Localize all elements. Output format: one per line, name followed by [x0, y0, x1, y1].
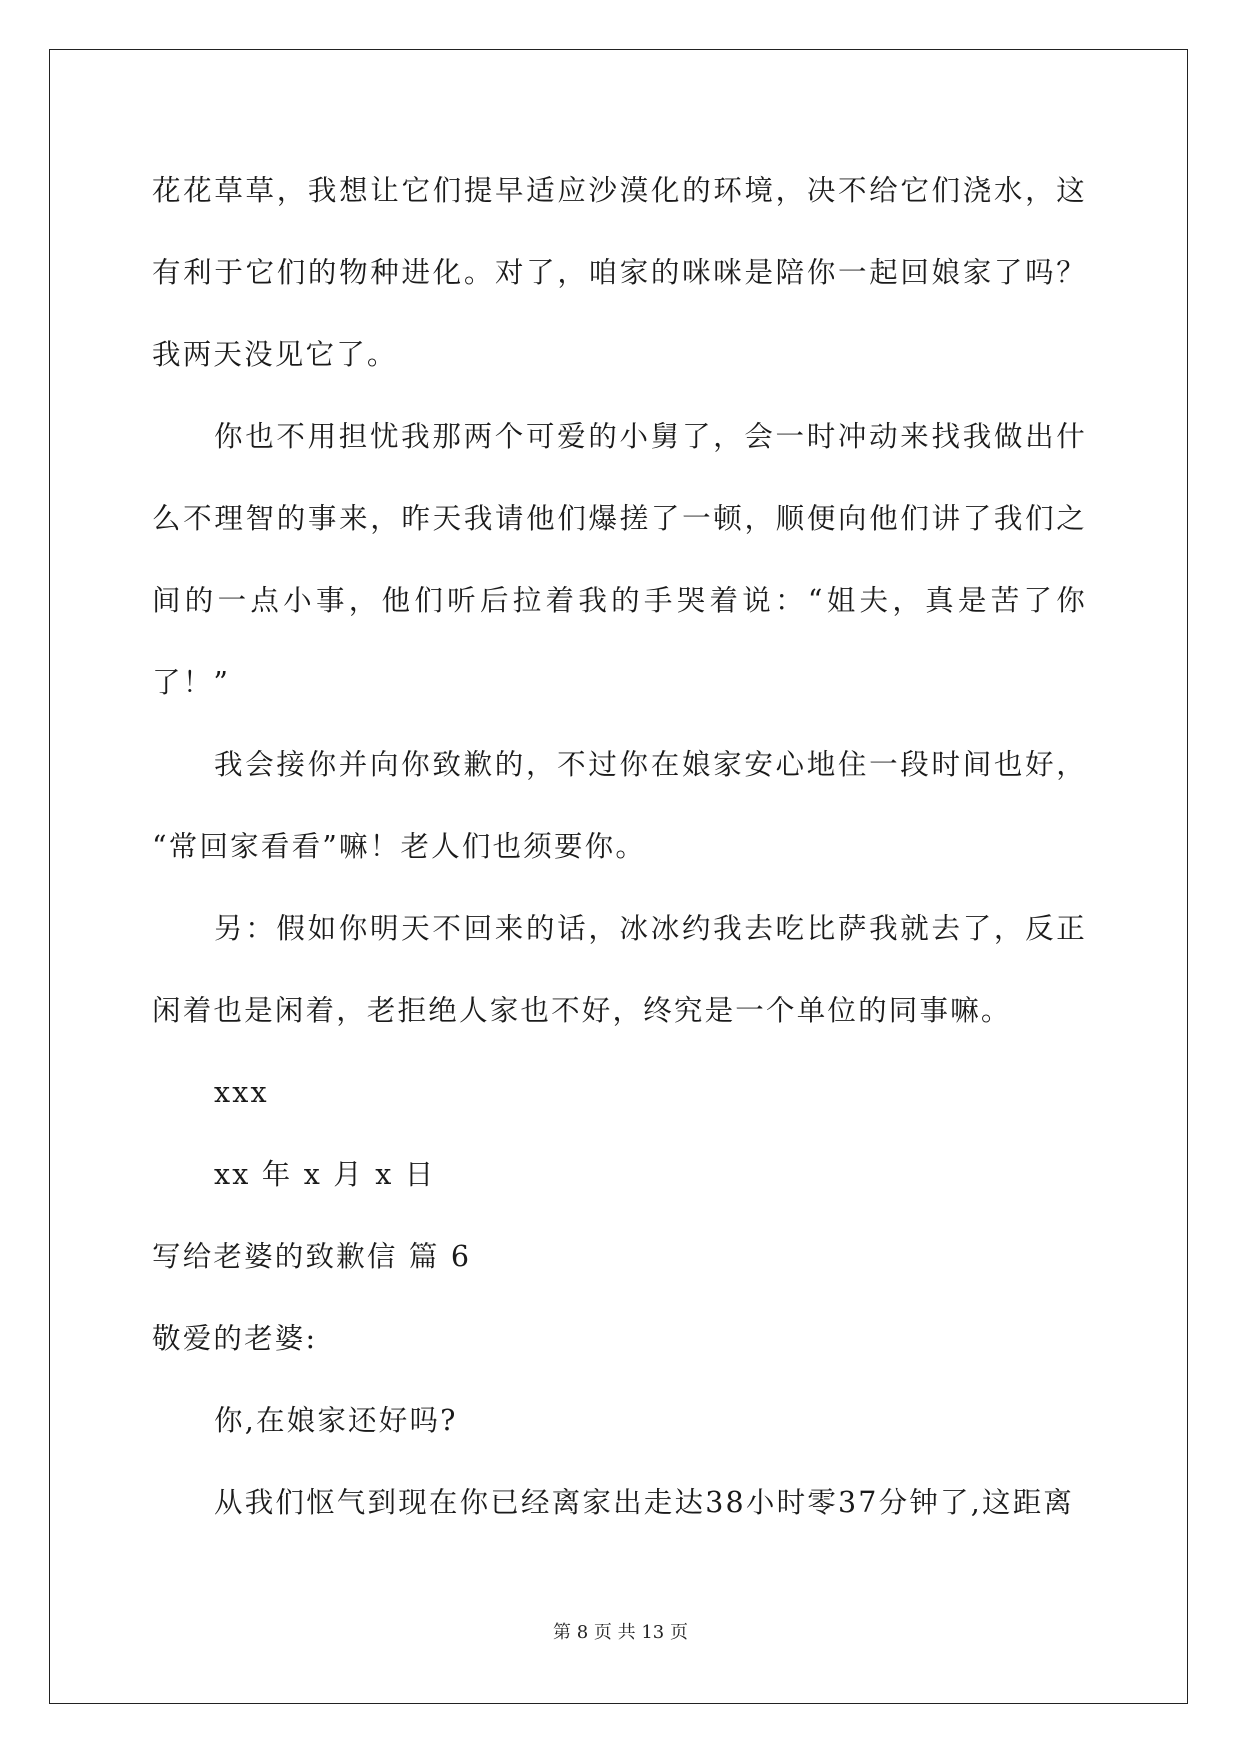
paragraph-line: 间的一点小事，他们听后拉着我的手哭着说：“姐夫，真是苦了你: [152, 584, 1087, 617]
section-heading: 写给老婆的致歉信 篇 6: [152, 1240, 472, 1273]
paragraph-line: 么不理智的事来，昨天我请他们爆搓了一顿，顺便向他们讲了我们之: [152, 502, 1087, 535]
paragraph-line: 我两天没见它了。: [152, 338, 398, 371]
document-body: [152, 164, 1087, 1558]
paragraph-line: 你,在娘家还好吗?: [214, 1404, 458, 1437]
paragraph-line: 你也不用担忧我那两个可爱的小舅了，会一时冲动来找我做出什: [214, 420, 1087, 453]
paragraph-line: “常回家看看”嘛！老人们也须要你。: [152, 830, 647, 863]
paragraph-line: 从我们怄气到现在你已经离家出走达38小时零37分钟了,这距离: [214, 1486, 1075, 1519]
paragraph-line: 我会接你并向你致歉的，不过你在娘家安心地住一段时间也好，: [214, 748, 1087, 781]
page-number-footer: 第 8 页 共 13 页: [553, 1622, 688, 1643]
paragraph-line: 有利于它们的物种进化。对了，咱家的咪咪是陪你一起回娘家了吗？: [152, 256, 1087, 289]
paragraph-line: 闲着也是闲着，老拒绝人家也不好，终究是一个单位的同事嘛。: [152, 994, 1012, 1027]
signature-date: xx 年 x 月 x 日: [214, 1158, 436, 1191]
paragraph-line: 了！”: [152, 666, 231, 699]
paragraph-line: 另：假如你明天不回来的话，冰冰约我去吃比萨我就去了，反正: [214, 912, 1087, 945]
paragraph-line: 花花草草，我想让它们提早适应沙漠化的环境，决不给它们浇水，这: [152, 174, 1087, 207]
letter-salutation: 敬爱的老婆:: [152, 1322, 318, 1355]
signature-name: xxx: [214, 1076, 269, 1109]
